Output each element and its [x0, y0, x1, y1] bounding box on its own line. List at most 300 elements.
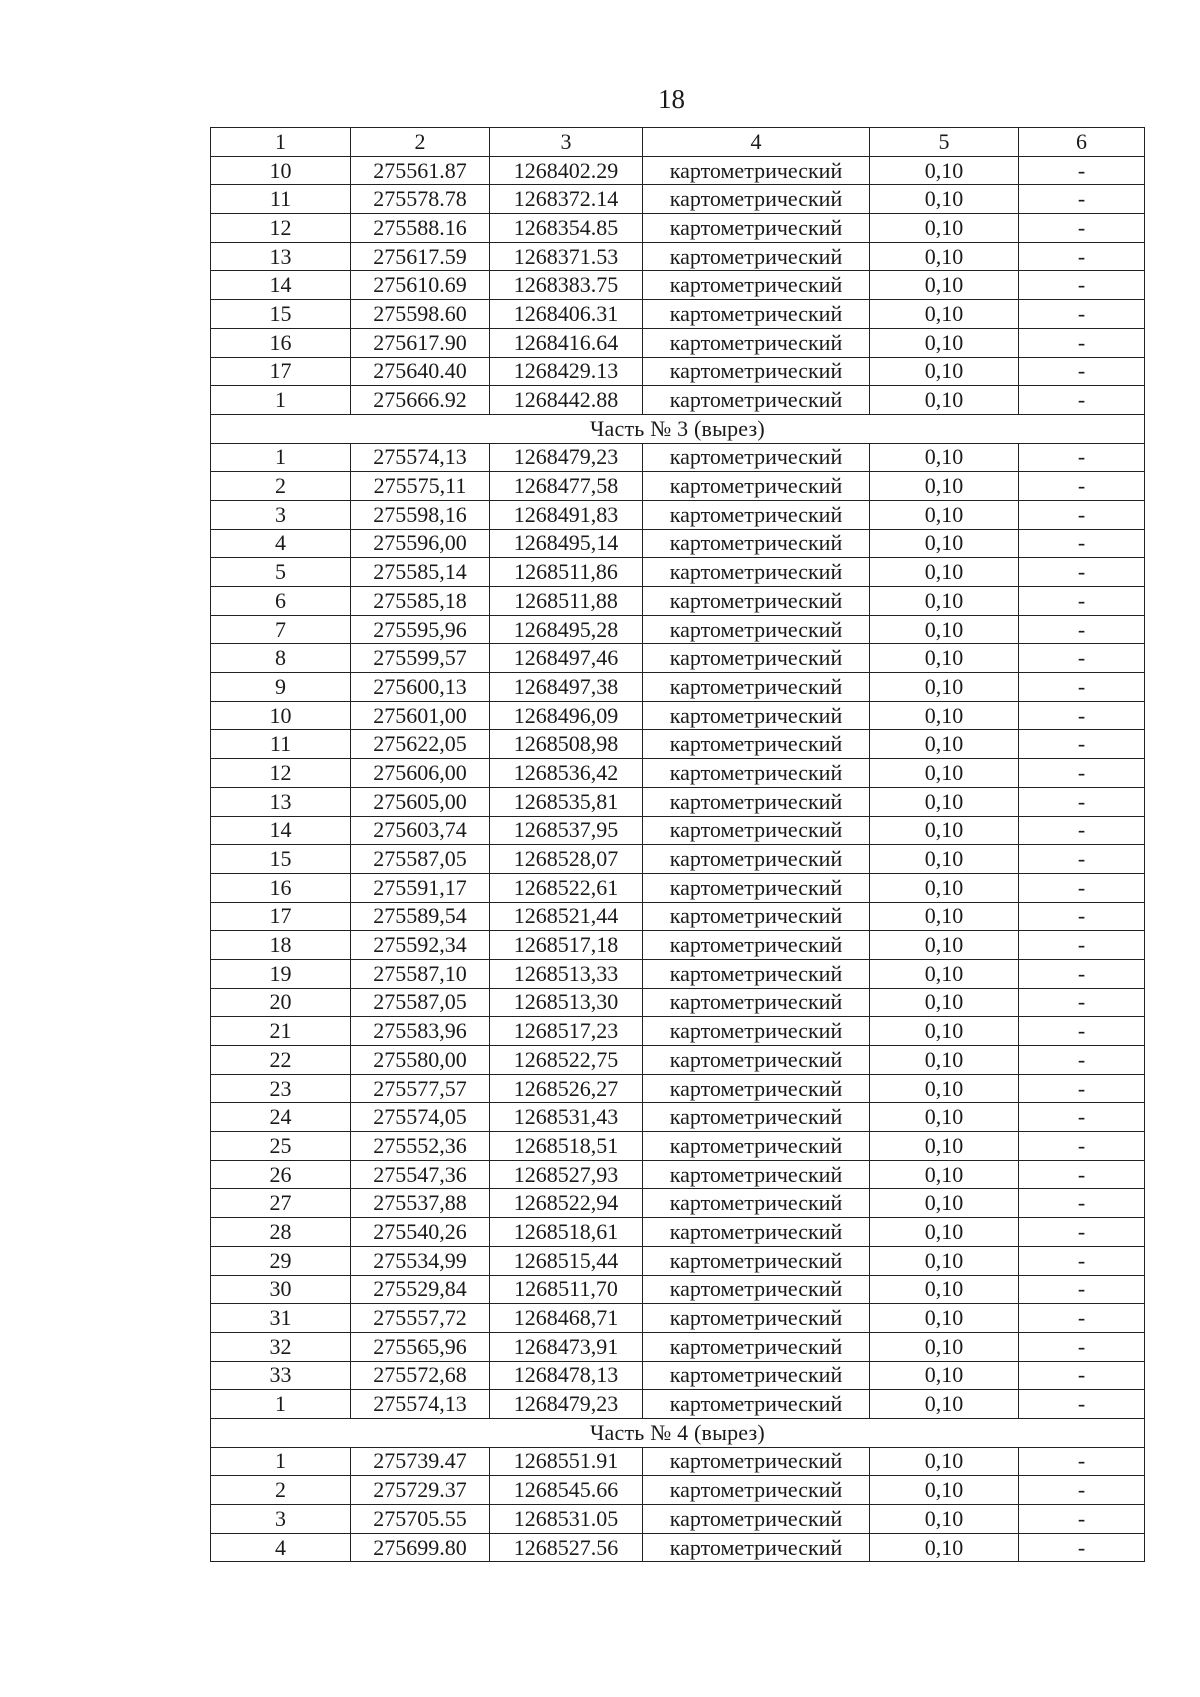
- method-cell: картометрический: [643, 357, 870, 386]
- method-cell: картометрический: [643, 673, 870, 702]
- description-cell: -: [1019, 1505, 1145, 1534]
- accuracy-cell: 0,10: [870, 701, 1019, 730]
- method-cell: картометрический: [643, 988, 870, 1017]
- table-row: [211, 988, 1145, 1017]
- method-cell: картометрический: [643, 156, 870, 185]
- accuracy-cell: 0,10: [870, 673, 1019, 702]
- point-number-cell: 1: [211, 1390, 351, 1419]
- y-coordinate-cell: 1268511,70: [490, 1275, 643, 1304]
- method-cell: картометрический: [643, 730, 870, 759]
- method-cell: картометрический: [643, 1476, 870, 1505]
- description-cell: -: [1019, 156, 1145, 185]
- method-cell: картометрический: [643, 1103, 870, 1132]
- point-number-cell: 10: [211, 156, 351, 185]
- method-cell: картометрический: [643, 214, 870, 243]
- point-number-cell: 19: [211, 959, 351, 988]
- point-number-cell: 11: [211, 730, 351, 759]
- accuracy-cell: 0,10: [870, 644, 1019, 673]
- table-row: [211, 214, 1145, 243]
- table-row: [211, 1132, 1145, 1161]
- method-cell: картометрический: [643, 271, 870, 300]
- point-number-cell: 32: [211, 1332, 351, 1361]
- description-cell: -: [1019, 1103, 1145, 1132]
- point-number-cell: 1: [211, 386, 351, 415]
- table-row: [211, 701, 1145, 730]
- point-number-cell: 10: [211, 701, 351, 730]
- method-cell: картометрический: [643, 1160, 870, 1189]
- table-row: [211, 156, 1145, 185]
- description-cell: -: [1019, 816, 1145, 845]
- table-row: [211, 816, 1145, 845]
- y-coordinate-cell: 1268535,81: [490, 787, 643, 816]
- description-cell: -: [1019, 644, 1145, 673]
- y-coordinate-cell: 1268402.29: [490, 156, 643, 185]
- table-row: [211, 500, 1145, 529]
- x-coordinate-cell: 275580,00: [351, 1046, 490, 1075]
- table-row: [211, 242, 1145, 271]
- accuracy-cell: 0,10: [870, 1132, 1019, 1161]
- table-row: [211, 873, 1145, 902]
- description-cell: -: [1019, 1246, 1145, 1275]
- x-coordinate-cell: 275610.69: [351, 271, 490, 300]
- description-cell: -: [1019, 1304, 1145, 1333]
- description-cell: -: [1019, 443, 1145, 472]
- method-cell: картометрический: [643, 558, 870, 587]
- accuracy-cell: 0,10: [870, 787, 1019, 816]
- y-coordinate-cell: 1268536,42: [490, 759, 643, 788]
- y-coordinate-cell: 1268531,43: [490, 1103, 643, 1132]
- point-number-cell: 17: [211, 902, 351, 931]
- description-cell: -: [1019, 787, 1145, 816]
- accuracy-cell: 0,10: [870, 816, 1019, 845]
- description-cell: -: [1019, 931, 1145, 960]
- point-number-cell: 15: [211, 845, 351, 874]
- point-number-cell: 1: [211, 443, 351, 472]
- y-coordinate-cell: 1268497,46: [490, 644, 643, 673]
- y-coordinate-cell: 1268479,23: [490, 1390, 643, 1419]
- x-coordinate-cell: 275557,72: [351, 1304, 490, 1333]
- description-cell: -: [1019, 1132, 1145, 1161]
- point-number-cell: 1: [211, 1447, 351, 1476]
- x-coordinate-cell: 275640.40: [351, 357, 490, 386]
- y-coordinate-cell: 1268518,51: [490, 1132, 643, 1161]
- accuracy-cell: 0,10: [870, 1275, 1019, 1304]
- y-coordinate-cell: 1268354.85: [490, 214, 643, 243]
- point-number-cell: 16: [211, 328, 351, 357]
- y-coordinate-cell: 1268522,61: [490, 873, 643, 902]
- method-cell: картометрический: [643, 1218, 870, 1247]
- description-cell: -: [1019, 300, 1145, 329]
- y-coordinate-cell: 1268442.88: [490, 386, 643, 415]
- accuracy-cell: 0,10: [870, 1103, 1019, 1132]
- x-coordinate-cell: 275577,57: [351, 1074, 490, 1103]
- point-number-cell: 4: [211, 1533, 351, 1562]
- method-cell: картометрический: [643, 931, 870, 960]
- description-cell: -: [1019, 1218, 1145, 1247]
- table-row: [211, 443, 1145, 472]
- x-coordinate-cell: 275598.60: [351, 300, 490, 329]
- description-cell: -: [1019, 1074, 1145, 1103]
- x-coordinate-cell: 275588.16: [351, 214, 490, 243]
- section-title: Часть № 3 (вырез): [211, 414, 1145, 443]
- description-cell: -: [1019, 1361, 1145, 1390]
- method-cell: картометрический: [643, 1361, 870, 1390]
- accuracy-cell: 0,10: [870, 386, 1019, 415]
- table-row: [211, 1304, 1145, 1333]
- accuracy-cell: 0,10: [870, 1361, 1019, 1390]
- table-row: [211, 1074, 1145, 1103]
- x-coordinate-cell: 275606,00: [351, 759, 490, 788]
- accuracy-cell: 0,10: [870, 873, 1019, 902]
- accuracy-cell: 0,10: [870, 214, 1019, 243]
- point-number-cell: 33: [211, 1361, 351, 1390]
- accuracy-cell: 0,10: [870, 730, 1019, 759]
- method-cell: картометрический: [643, 1017, 870, 1046]
- method-cell: картометрический: [643, 328, 870, 357]
- x-coordinate-cell: 275547,36: [351, 1160, 490, 1189]
- column-header-3: 3: [490, 128, 643, 157]
- point-number-cell: 23: [211, 1074, 351, 1103]
- description-cell: -: [1019, 1189, 1145, 1218]
- y-coordinate-cell: 1268508,98: [490, 730, 643, 759]
- table-row: [211, 328, 1145, 357]
- y-coordinate-cell: 1268517,23: [490, 1017, 643, 1046]
- point-number-cell: 8: [211, 644, 351, 673]
- method-cell: картометрический: [643, 443, 870, 472]
- x-coordinate-cell: 275537,88: [351, 1189, 490, 1218]
- method-cell: картометрический: [643, 816, 870, 845]
- accuracy-cell: 0,10: [870, 1189, 1019, 1218]
- table-row: [211, 271, 1145, 300]
- point-number-cell: 30: [211, 1275, 351, 1304]
- x-coordinate-cell: 275585,18: [351, 587, 490, 616]
- x-coordinate-cell: 275552,36: [351, 1132, 490, 1161]
- method-cell: картометрический: [643, 845, 870, 874]
- x-coordinate-cell: 275587,05: [351, 988, 490, 1017]
- method-cell: картометрический: [643, 500, 870, 529]
- method-cell: картометрический: [643, 1390, 870, 1419]
- x-coordinate-cell: 275578.78: [351, 185, 490, 214]
- description-cell: -: [1019, 1390, 1145, 1419]
- point-number-cell: 31: [211, 1304, 351, 1333]
- description-cell: -: [1019, 1447, 1145, 1476]
- description-cell: -: [1019, 701, 1145, 730]
- x-coordinate-cell: 275583,96: [351, 1017, 490, 1046]
- point-number-cell: 12: [211, 214, 351, 243]
- table-row: [211, 759, 1145, 788]
- y-coordinate-cell: 1268477,58: [490, 472, 643, 501]
- y-coordinate-cell: 1268545.66: [490, 1476, 643, 1505]
- x-coordinate-cell: 275739.47: [351, 1447, 490, 1476]
- accuracy-cell: 0,10: [870, 615, 1019, 644]
- accuracy-cell: 0,10: [870, 1017, 1019, 1046]
- y-coordinate-cell: 1268513,30: [490, 988, 643, 1017]
- point-number-cell: 13: [211, 242, 351, 271]
- header-row: [211, 128, 1145, 157]
- table-row: [211, 931, 1145, 960]
- description-cell: -: [1019, 271, 1145, 300]
- description-cell: -: [1019, 529, 1145, 558]
- x-coordinate-cell: 275601,00: [351, 701, 490, 730]
- method-cell: картометрический: [643, 1533, 870, 1562]
- description-cell: -: [1019, 759, 1145, 788]
- method-cell: картометрический: [643, 959, 870, 988]
- page-number: 18: [658, 84, 685, 114]
- y-coordinate-cell: 1268513,33: [490, 959, 643, 988]
- table-row: [211, 845, 1145, 874]
- x-coordinate-cell: 275617.59: [351, 242, 490, 271]
- accuracy-cell: 0,10: [870, 1390, 1019, 1419]
- method-cell: картометрический: [643, 1447, 870, 1476]
- x-coordinate-cell: 275598,16: [351, 500, 490, 529]
- point-number-cell: 17: [211, 357, 351, 386]
- point-number-cell: 3: [211, 500, 351, 529]
- table-row: [211, 1189, 1145, 1218]
- table-row: [211, 529, 1145, 558]
- table-row: [211, 1390, 1145, 1419]
- description-cell: -: [1019, 902, 1145, 931]
- description-cell: -: [1019, 472, 1145, 501]
- method-cell: картометрический: [643, 1246, 870, 1275]
- description-cell: -: [1019, 615, 1145, 644]
- description-cell: -: [1019, 1046, 1145, 1075]
- x-coordinate-cell: 275574,13: [351, 443, 490, 472]
- accuracy-cell: 0,10: [870, 1505, 1019, 1534]
- x-coordinate-cell: 275666.92: [351, 386, 490, 415]
- point-number-cell: 14: [211, 271, 351, 300]
- point-number-cell: 28: [211, 1218, 351, 1247]
- description-cell: -: [1019, 386, 1145, 415]
- table-row: [211, 472, 1145, 501]
- y-coordinate-cell: 1268551.91: [490, 1447, 643, 1476]
- method-cell: картометрический: [643, 185, 870, 214]
- accuracy-cell: 0,10: [870, 1332, 1019, 1361]
- table-row: [211, 1218, 1145, 1247]
- method-cell: картометрический: [643, 472, 870, 501]
- x-coordinate-cell: 275575,11: [351, 472, 490, 501]
- method-cell: картометрический: [643, 1332, 870, 1361]
- table-row: [211, 730, 1145, 759]
- accuracy-cell: 0,10: [870, 328, 1019, 357]
- method-cell: картометрический: [643, 1189, 870, 1218]
- x-coordinate-cell: 275729.37: [351, 1476, 490, 1505]
- table-row: [211, 1533, 1145, 1562]
- method-cell: картометрический: [643, 759, 870, 788]
- accuracy-cell: 0,10: [870, 472, 1019, 501]
- point-number-cell: 22: [211, 1046, 351, 1075]
- accuracy-cell: 0,10: [870, 1533, 1019, 1562]
- y-coordinate-cell: 1268479,23: [490, 443, 643, 472]
- description-cell: -: [1019, 185, 1145, 214]
- accuracy-cell: 0,10: [870, 759, 1019, 788]
- method-cell: картометрический: [643, 1132, 870, 1161]
- method-cell: картометрический: [643, 1304, 870, 1333]
- y-coordinate-cell: 1268429.13: [490, 357, 643, 386]
- y-coordinate-cell: 1268527.56: [490, 1533, 643, 1562]
- method-cell: картометрический: [643, 787, 870, 816]
- y-coordinate-cell: 1268491,83: [490, 500, 643, 529]
- description-cell: -: [1019, 1476, 1145, 1505]
- accuracy-cell: 0,10: [870, 1447, 1019, 1476]
- point-number-cell: 29: [211, 1246, 351, 1275]
- accuracy-cell: 0,10: [870, 271, 1019, 300]
- y-coordinate-cell: 1268371.53: [490, 242, 643, 271]
- description-cell: -: [1019, 1275, 1145, 1304]
- accuracy-cell: 0,10: [870, 357, 1019, 386]
- point-number-cell: 25: [211, 1132, 351, 1161]
- table-row: [211, 673, 1145, 702]
- table-row: [211, 558, 1145, 587]
- description-cell: -: [1019, 1160, 1145, 1189]
- x-coordinate-cell: 275699.80: [351, 1533, 490, 1562]
- point-number-cell: 6: [211, 587, 351, 616]
- column-header-5: 5: [870, 128, 1019, 157]
- description-cell: -: [1019, 730, 1145, 759]
- table-row: [211, 1160, 1145, 1189]
- point-number-cell: 7: [211, 615, 351, 644]
- method-cell: картометрический: [643, 701, 870, 730]
- table-row: [211, 1505, 1145, 1534]
- x-coordinate-cell: 275572,68: [351, 1361, 490, 1390]
- y-coordinate-cell: 1268511,86: [490, 558, 643, 587]
- accuracy-cell: 0,10: [870, 242, 1019, 271]
- description-cell: -: [1019, 500, 1145, 529]
- point-number-cell: 11: [211, 185, 351, 214]
- point-number-cell: 3: [211, 1505, 351, 1534]
- x-coordinate-cell: 275622,05: [351, 730, 490, 759]
- accuracy-cell: 0,10: [870, 300, 1019, 329]
- point-number-cell: 16: [211, 873, 351, 902]
- method-cell: картометрический: [643, 902, 870, 931]
- y-coordinate-cell: 1268515,44: [490, 1246, 643, 1275]
- table-row: [211, 1476, 1145, 1505]
- description-cell: -: [1019, 357, 1145, 386]
- description-cell: -: [1019, 558, 1145, 587]
- method-cell: картометрический: [643, 300, 870, 329]
- table-row: [211, 902, 1145, 931]
- description-cell: -: [1019, 1332, 1145, 1361]
- accuracy-cell: 0,10: [870, 443, 1019, 472]
- x-coordinate-cell: 275600,13: [351, 673, 490, 702]
- accuracy-cell: 0,10: [870, 959, 1019, 988]
- x-coordinate-cell: 275592,34: [351, 931, 490, 960]
- x-coordinate-cell: 275617.90: [351, 328, 490, 357]
- point-number-cell: 2: [211, 1476, 351, 1505]
- point-number-cell: 4: [211, 529, 351, 558]
- table-row: [211, 615, 1145, 644]
- table-body: [211, 128, 1145, 1562]
- table-row: [211, 1017, 1145, 1046]
- x-coordinate-cell: 275605,00: [351, 787, 490, 816]
- accuracy-cell: 0,10: [870, 587, 1019, 616]
- accuracy-cell: 0,10: [870, 1246, 1019, 1275]
- description-cell: -: [1019, 988, 1145, 1017]
- accuracy-cell: 0,10: [870, 1304, 1019, 1333]
- table-row: [211, 1275, 1145, 1304]
- x-coordinate-cell: 275565,96: [351, 1332, 490, 1361]
- section-title-row: [211, 1418, 1145, 1447]
- table-row: [211, 1246, 1145, 1275]
- description-cell: -: [1019, 328, 1145, 357]
- accuracy-cell: 0,10: [870, 988, 1019, 1017]
- accuracy-cell: 0,10: [870, 931, 1019, 960]
- accuracy-cell: 0,10: [870, 529, 1019, 558]
- point-number-cell: 20: [211, 988, 351, 1017]
- y-coordinate-cell: 1268526,27: [490, 1074, 643, 1103]
- description-cell: -: [1019, 873, 1145, 902]
- x-coordinate-cell: 275589,54: [351, 902, 490, 931]
- x-coordinate-cell: 275587,05: [351, 845, 490, 874]
- column-header-4: 4: [643, 128, 870, 157]
- accuracy-cell: 0,10: [870, 1218, 1019, 1247]
- table-row: [211, 357, 1145, 386]
- x-coordinate-cell: 275585,14: [351, 558, 490, 587]
- y-coordinate-cell: 1268517,18: [490, 931, 643, 960]
- table-row: [211, 644, 1145, 673]
- point-number-cell: 27: [211, 1189, 351, 1218]
- y-coordinate-cell: 1268537,95: [490, 816, 643, 845]
- table-row: [211, 185, 1145, 214]
- table-row: [211, 1447, 1145, 1476]
- x-coordinate-cell: 275595,96: [351, 615, 490, 644]
- method-cell: картометрический: [643, 587, 870, 616]
- description-cell: -: [1019, 845, 1145, 874]
- y-coordinate-cell: 1268497,38: [490, 673, 643, 702]
- table-row: [211, 1046, 1145, 1075]
- method-cell: картометрический: [643, 1046, 870, 1075]
- x-coordinate-cell: 275591,17: [351, 873, 490, 902]
- description-cell: -: [1019, 242, 1145, 271]
- method-cell: картометрический: [643, 1505, 870, 1534]
- point-number-cell: 2: [211, 472, 351, 501]
- accuracy-cell: 0,10: [870, 1074, 1019, 1103]
- column-header-1: 1: [211, 128, 351, 157]
- y-coordinate-cell: 1268406.31: [490, 300, 643, 329]
- table-row: [211, 587, 1145, 616]
- method-cell: картометрический: [643, 386, 870, 415]
- table-row: [211, 300, 1145, 329]
- y-coordinate-cell: 1268531.05: [490, 1505, 643, 1534]
- method-cell: картометрический: [643, 873, 870, 902]
- x-coordinate-cell: 275529,84: [351, 1275, 490, 1304]
- x-coordinate-cell: 275561.87: [351, 156, 490, 185]
- table-row: [211, 1361, 1145, 1390]
- point-number-cell: 24: [211, 1103, 351, 1132]
- x-coordinate-cell: 275603,74: [351, 816, 490, 845]
- y-coordinate-cell: 1268372.14: [490, 185, 643, 214]
- y-coordinate-cell: 1268383.75: [490, 271, 643, 300]
- x-coordinate-cell: 275540,26: [351, 1218, 490, 1247]
- method-cell: картометрический: [643, 529, 870, 558]
- point-number-cell: 9: [211, 673, 351, 702]
- x-coordinate-cell: 275574,13: [351, 1390, 490, 1419]
- y-coordinate-cell: 1268473,91: [490, 1332, 643, 1361]
- x-coordinate-cell: 275587,10: [351, 959, 490, 988]
- point-number-cell: 15: [211, 300, 351, 329]
- y-coordinate-cell: 1268495,28: [490, 615, 643, 644]
- table-row: [211, 787, 1145, 816]
- description-cell: -: [1019, 673, 1145, 702]
- description-cell: -: [1019, 587, 1145, 616]
- method-cell: картометрический: [643, 1074, 870, 1103]
- accuracy-cell: 0,10: [870, 558, 1019, 587]
- x-coordinate-cell: 275596,00: [351, 529, 490, 558]
- column-header-6: 6: [1019, 128, 1145, 157]
- accuracy-cell: 0,10: [870, 500, 1019, 529]
- accuracy-cell: 0,10: [870, 1046, 1019, 1075]
- x-coordinate-cell: 275705.55: [351, 1505, 490, 1534]
- description-cell: -: [1019, 959, 1145, 988]
